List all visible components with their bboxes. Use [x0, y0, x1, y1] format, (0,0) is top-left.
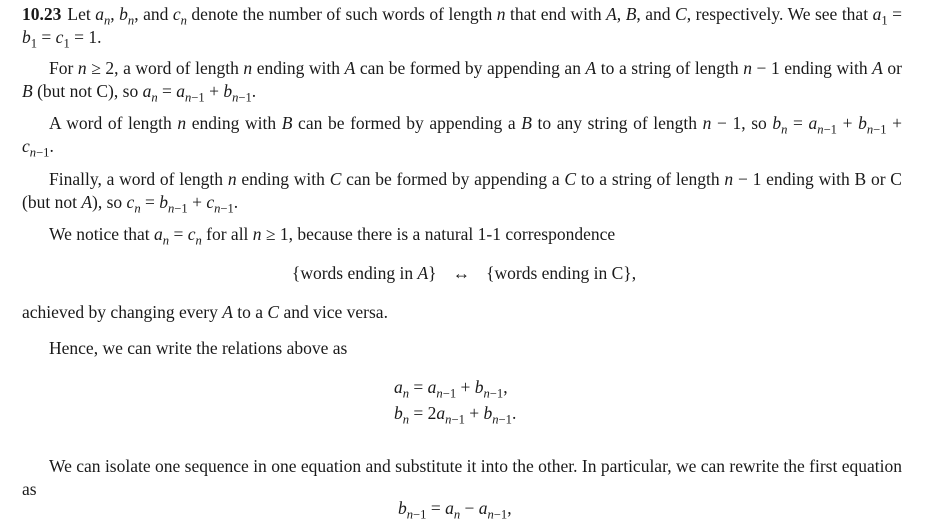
- paragraph-a-recurrence: For n ≥ 2, a word of length n ending with A can be formed by appending an A to a string of length n − 1 ending with A or B (but not C), so $a_n = a_{n-1} + b_{n-1}$.: [22, 58, 902, 105]
- paragraph-symmetry: We notice that $a_n = c_n$ for all n ≥ 1, because there is a natural 1-1 correspondence: [49, 224, 616, 248]
- equation-a: $a_n = a_{n-1} + b_{n-1}$,: [394, 377, 508, 401]
- paragraph-hence: Hence, we can write the relations above as: [49, 338, 348, 358]
- paragraph-c-recurrence: Finally, a word of length n ending with C can be formed by appending a C to a string of length n − 1 ending with B or C (but not A), so $c_n = b_{n-1} + c_{n-1}$.: [22, 169, 902, 216]
- paragraph-definitions: 10.23 Let $a_n$, $b_n$, and $c_n$ denote the number of such words of length n that end with A, B, and C, respectively. We see that $a_1 = b_1 = c_1 = 1$.: [22, 4, 902, 51]
- bidirectional-arrow-icon: ↔: [452, 263, 471, 283]
- paragraph-achieved: achieved by changing every A to a C and vice versa.: [22, 302, 388, 322]
- equation-rewrite: $b_{n-1} = a_n - a_{n-1}$,: [398, 498, 512, 522]
- paragraph-isolate: We can isolate one sequence in one equation and substitute it into the other. In particular, we can rewrite the first equation as: [22, 456, 902, 499]
- correspondence-display: {words ending in A} ↔ {words ending in C},: [291, 263, 637, 283]
- paragraph-b-recurrence: A word of length n ending with B can be formed by appending a B to any string of length n − 1, so $b_n = a_{n-1} + b_{n-1} + c_{n-1}$.: [22, 113, 902, 160]
- equation-b: $b_n = 2a_{n-1} + b_{n-1}$.: [394, 403, 517, 427]
- problem-number: 10.23: [22, 4, 62, 24]
